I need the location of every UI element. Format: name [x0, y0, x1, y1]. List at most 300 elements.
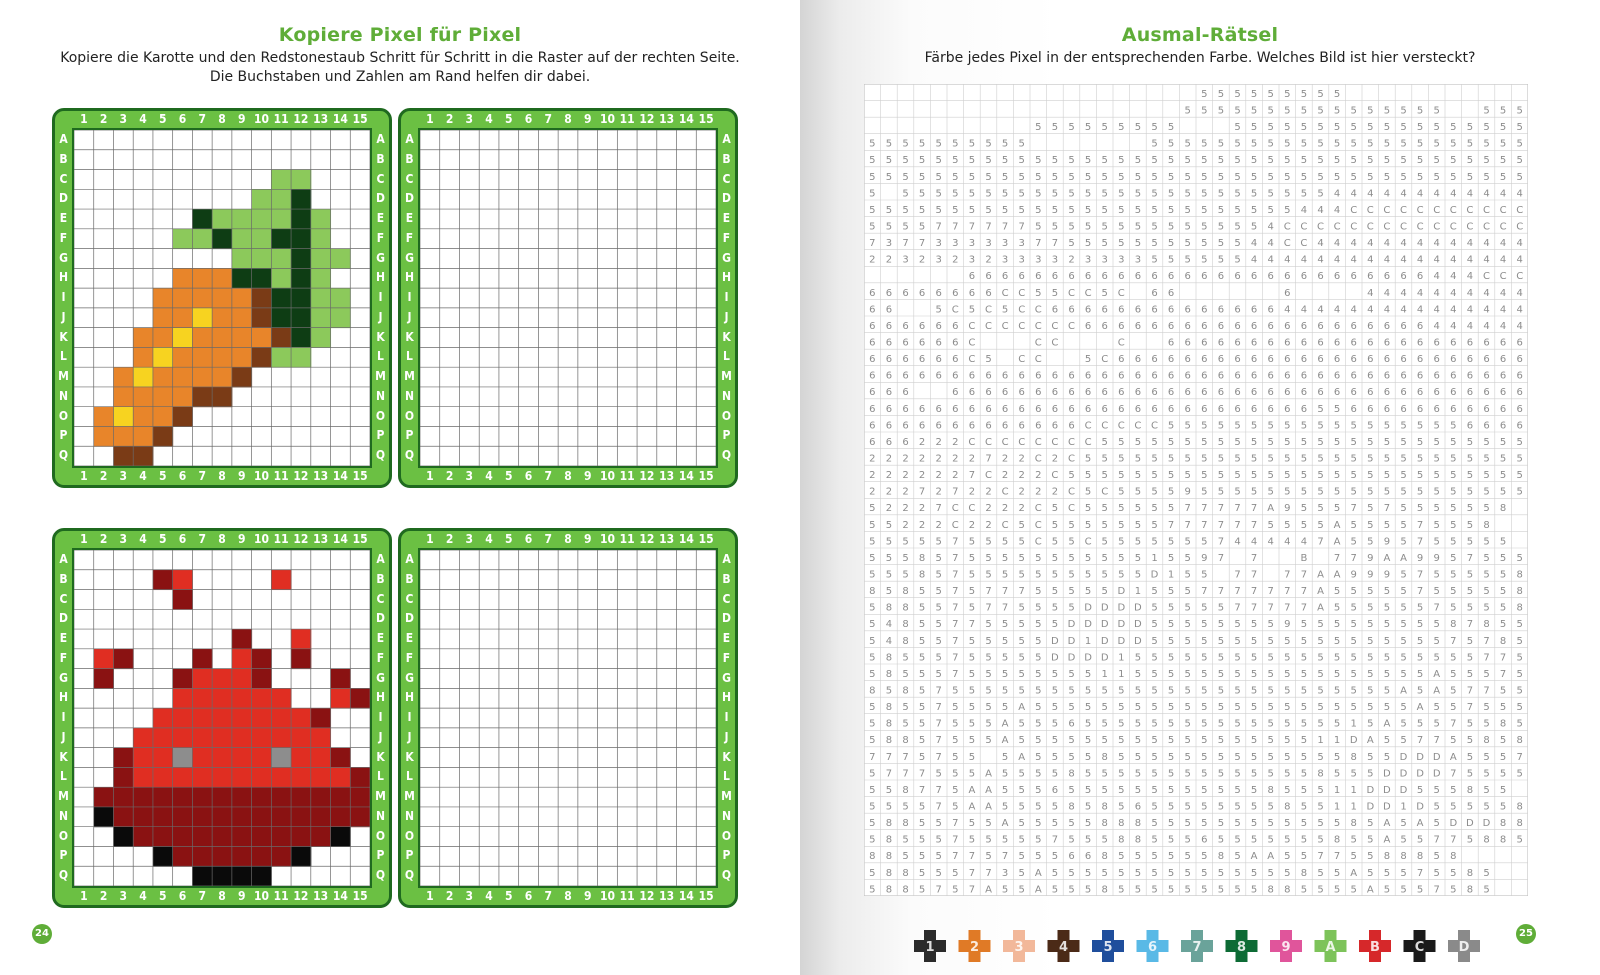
cell-number: 6: [968, 271, 976, 283]
cell-number: 4: [1499, 287, 1507, 299]
pixel: [232, 249, 252, 269]
cell-number: 5: [1234, 834, 1241, 846]
cell-number: 6: [1516, 370, 1523, 382]
cell-number: 5: [1035, 801, 1042, 813]
cell-number: 5: [1018, 635, 1025, 647]
cell-number: D: [1100, 652, 1109, 664]
cell-number: 5: [1234, 685, 1241, 697]
cell-number: 5: [1035, 668, 1042, 680]
pixel: [291, 728, 311, 748]
pixel: [212, 827, 232, 847]
cell-number: 5: [1383, 668, 1391, 680]
cell-number: A: [1383, 718, 1391, 730]
pixel: [212, 387, 232, 407]
cell-number: 5: [1433, 470, 1440, 482]
cell-number: 2: [1018, 453, 1025, 465]
column-label: 8: [564, 469, 572, 483]
cell-number: 5: [1234, 155, 1241, 167]
cell-number: 5: [1450, 138, 1457, 150]
cell-number: 5: [1284, 685, 1291, 697]
cell-number: 5: [1084, 354, 1092, 366]
carrot-copy-grid[interactable]: [398, 108, 738, 488]
pixel: [212, 728, 232, 748]
cell-number: 5: [1466, 635, 1474, 647]
pixel: [153, 387, 173, 407]
cell-number: 7: [1499, 668, 1507, 680]
cell-number: 5: [985, 702, 992, 714]
cell-number: 5: [1001, 652, 1009, 664]
cell-number: 5: [902, 851, 909, 863]
cell-number: 5: [1466, 519, 1474, 531]
cell-number: 5: [869, 155, 876, 167]
column-label: 1: [426, 532, 434, 546]
cell-number: 6: [1284, 403, 1291, 415]
cell-number: 7: [902, 751, 909, 763]
cell-number: 5: [1151, 702, 1158, 714]
cell-number: 5: [1300, 88, 1308, 100]
cell-number: 5: [1333, 685, 1341, 697]
cell-number: 5: [1333, 171, 1341, 183]
cell-number: 5: [918, 668, 926, 680]
cell-number: 6: [952, 387, 959, 399]
cell-number: C: [1068, 503, 1075, 515]
cell-number: 5: [1300, 685, 1308, 697]
cell-number: 5: [1516, 436, 1523, 448]
cell-number: 5: [869, 171, 876, 183]
instruction-line: Kopiere die Karotte und den Redstonestaub Schritt für Schritt in die Raster auf der rechten Seite.: [60, 50, 740, 66]
cell-number: 4: [1284, 536, 1291, 548]
cell-number: 2: [935, 470, 942, 482]
cell-number: 2: [1018, 503, 1025, 515]
column-label: 1: [80, 469, 88, 483]
cell-number: 7: [918, 768, 926, 780]
cell-number: 5: [1184, 188, 1191, 200]
cell-number: 7: [1433, 834, 1440, 846]
cell-number: 5: [1267, 171, 1274, 183]
cell-number: 5: [918, 718, 926, 730]
cell-number: 6: [1118, 370, 1125, 382]
cell-number: 7: [952, 619, 959, 631]
pixel: [331, 669, 351, 689]
cell-number: 5: [1350, 155, 1357, 167]
cell-number: C: [1034, 453, 1042, 465]
cell-number: 2: [968, 486, 976, 498]
cell-number: 5: [1234, 171, 1241, 183]
cell-number: 5: [1084, 453, 1092, 465]
cell-number: 5: [1134, 122, 1142, 134]
row-label: Q: [58, 868, 69, 883]
cell-number: 5: [1317, 867, 1324, 879]
cell-number: 5: [1084, 735, 1092, 747]
pixel: [311, 308, 331, 328]
cell-number: 5: [985, 536, 992, 548]
pixel: [331, 308, 351, 328]
cell-number: 5: [1466, 453, 1474, 465]
cell-number: 5: [1367, 155, 1374, 167]
cell-number: 5: [869, 884, 876, 896]
cell-number: 5: [1217, 652, 1225, 664]
pixel: [232, 767, 252, 787]
cell-number: 5: [1201, 238, 1208, 250]
cell-number: 6: [902, 420, 909, 432]
pixel: [291, 807, 311, 827]
pixel: [133, 827, 153, 847]
column-label: 14: [332, 112, 348, 126]
cell-number: 5: [1035, 619, 1042, 631]
cell-number: 5: [1134, 702, 1142, 714]
cell-number: 7: [902, 238, 909, 250]
cell-number: D: [1432, 768, 1441, 780]
cell-number: 5: [1416, 668, 1424, 680]
cell-number: 5: [1118, 552, 1125, 564]
cell-number: 8: [1516, 569, 1523, 581]
pixel: [192, 846, 212, 866]
cell-number: 5: [1450, 453, 1457, 465]
cell-number: 7: [1450, 768, 1457, 780]
cell-number: 4: [1433, 254, 1440, 266]
pixel: [291, 347, 311, 367]
cell-number: 5: [1184, 453, 1191, 465]
cell-number: 4: [1350, 188, 1357, 200]
cell-number: 5: [1151, 254, 1158, 266]
cell-number: 4: [1267, 238, 1274, 250]
cell-number: 3: [1001, 238, 1009, 250]
cell-number: 5: [1184, 635, 1191, 647]
redstone-copy-grid[interactable]: [398, 528, 738, 908]
cell-number: 5: [1018, 552, 1025, 564]
cell-number: 5: [1333, 155, 1341, 167]
cell-number: 5: [1151, 171, 1158, 183]
cell-number: 5: [1416, 635, 1424, 647]
cell-number: 5: [1400, 834, 1407, 846]
cell-number: 6: [1217, 403, 1225, 415]
cell-number: A: [1001, 818, 1009, 830]
cell-number: 5: [1450, 685, 1457, 697]
instruction-line: Die Buchstaben und Zahlen am Rand helfen dir dabei.: [209, 69, 591, 85]
cell-number: 6: [885, 354, 893, 366]
cell-number: 7: [1217, 503, 1225, 515]
cell-number: 5: [1167, 718, 1175, 730]
cell-number: 5: [1001, 702, 1009, 714]
cell-number: 5: [1350, 536, 1357, 548]
row-label: K: [722, 749, 731, 764]
cell-number: 7: [1433, 884, 1440, 896]
pixel: [153, 347, 173, 367]
cell-number: 5: [952, 171, 959, 183]
cell-number: 3: [1084, 254, 1092, 266]
cell-number: 6: [1333, 387, 1341, 399]
legend-key: 1: [925, 940, 935, 955]
cell-number: 6: [952, 287, 959, 299]
cell-number: 6: [1284, 271, 1291, 283]
column-label: 15: [698, 889, 714, 903]
cell-number: 5: [1118, 867, 1125, 879]
grid-cells[interactable]: [418, 128, 718, 468]
color-by-number-grid[interactable]: [864, 84, 1528, 896]
cell-number: 5: [1284, 436, 1291, 448]
cell-number: 6: [1134, 387, 1142, 399]
cell-number: 6: [869, 304, 876, 316]
cell-number: 5: [1134, 486, 1142, 498]
cell-number: 5: [1051, 801, 1059, 813]
cell-number: 5: [1250, 470, 1258, 482]
cell-number: 5: [1317, 138, 1324, 150]
instructions: [0, 49, 800, 87]
cell-number: 6: [1184, 403, 1191, 415]
cell-number: 5: [1483, 536, 1490, 548]
cell-number: 6: [985, 387, 992, 399]
cell-number: 4: [1516, 304, 1523, 316]
cell-number: 6: [1383, 354, 1391, 366]
cell-number: 5: [1201, 668, 1208, 680]
cell-number: 5: [1450, 171, 1457, 183]
cell-number: 5: [1416, 470, 1424, 482]
cell-number: 5: [1134, 204, 1142, 216]
cell-number: 5: [1167, 470, 1175, 482]
cell-number: 8: [902, 818, 909, 830]
cell-number: D: [1399, 784, 1408, 796]
cell-number: 5: [1101, 784, 1108, 796]
cell-number: 5: [1151, 586, 1158, 598]
cell-number: 5: [1250, 453, 1258, 465]
cell-number: 5: [968, 138, 976, 150]
cell-number: 6: [1167, 304, 1175, 316]
cell-number: 6: [1250, 337, 1258, 349]
cell-number: 9: [1383, 536, 1391, 548]
cell-number: 7: [935, 503, 942, 515]
pixel: [153, 328, 173, 348]
cell-number: 5: [1167, 171, 1175, 183]
pixel: [311, 249, 331, 269]
cell-number: C: [1101, 486, 1109, 498]
cell-number: 5: [1450, 668, 1457, 680]
cell-number: 5: [1317, 668, 1324, 680]
cell-number: 5: [1118, 503, 1125, 515]
cell-number: 5: [1035, 784, 1042, 796]
row-label: K: [59, 749, 68, 764]
cell-number: 5: [1267, 718, 1274, 730]
column-label: 13: [313, 112, 329, 126]
cell-number: 5: [1134, 751, 1142, 763]
cell-number: 5: [1084, 702, 1092, 714]
cell-number: 5: [1151, 751, 1158, 763]
cell-number: 5: [902, 552, 909, 564]
cell-number: C: [1366, 204, 1374, 216]
cell-number: 6: [1101, 271, 1108, 283]
cell-number: D: [1449, 818, 1458, 830]
cell-number: 5: [1450, 552, 1457, 564]
column-label: 4: [139, 532, 147, 546]
legend-swatch: [1137, 930, 1169, 962]
cell-number: 3: [1001, 867, 1009, 879]
cell-number: C: [1101, 420, 1109, 432]
cell-number: 6: [1483, 387, 1490, 399]
cell-number: 5: [1300, 420, 1308, 432]
pixel: [252, 669, 272, 689]
cell-number: 5: [1466, 569, 1474, 581]
row-label: A: [59, 552, 68, 566]
cell-number: 2: [985, 486, 992, 498]
cell-number: 5: [1499, 552, 1507, 564]
cell-number: 5: [1400, 635, 1407, 647]
cell-number: 5: [1499, 486, 1507, 498]
cell-number: 5: [1035, 171, 1042, 183]
cell-number: 5: [1201, 718, 1208, 730]
cell-number: 5: [935, 304, 942, 316]
pixel: [291, 787, 311, 807]
cell-number: A: [968, 801, 976, 813]
cell-number: 2: [869, 453, 876, 465]
cell-number: C: [1283, 221, 1291, 233]
cell-number: 5: [1450, 569, 1457, 581]
cell-number: 6: [1267, 320, 1274, 332]
column-label: 4: [485, 532, 493, 546]
cell-number: 5: [1151, 784, 1158, 796]
cell-number: 5: [1450, 586, 1457, 598]
pixel: [133, 347, 153, 367]
cell-number: 8: [1217, 851, 1225, 863]
cell-number: 6: [1433, 370, 1440, 382]
cell-number: 7: [1333, 552, 1341, 564]
cell-number: 5: [1367, 105, 1374, 117]
grid-cells[interactable]: [418, 548, 718, 888]
row-label: I: [407, 710, 412, 725]
cell-number: 6: [918, 370, 926, 382]
cell-number: C: [1068, 436, 1075, 448]
cell-number: 7: [935, 801, 942, 813]
cell-number: 7: [952, 834, 959, 846]
cell-number: 5: [1101, 586, 1108, 598]
cell-number: 3: [935, 254, 942, 266]
cell-number: 6: [1250, 271, 1258, 283]
cell-number: 5: [1300, 851, 1308, 863]
cell-number: 5: [1068, 204, 1075, 216]
row-label: D: [59, 611, 68, 626]
cell-number: 5: [1184, 238, 1191, 250]
row-label: E: [405, 211, 414, 226]
cell-number: 6: [1068, 304, 1075, 316]
row-label: D: [722, 611, 731, 626]
cell-number: 8: [1416, 851, 1424, 863]
cell-number: C: [1084, 420, 1092, 432]
cell-number: 6: [902, 370, 909, 382]
cell-number: 5: [1317, 453, 1324, 465]
cell-number: 5: [1483, 453, 1490, 465]
cell-number: 7: [1217, 552, 1225, 564]
cell-number: 5: [1051, 668, 1059, 680]
cell-number: 5: [869, 818, 876, 830]
cell-number: 5: [869, 503, 876, 515]
cell-number: 6: [1466, 354, 1474, 366]
cell-number: 5: [1383, 735, 1391, 747]
cell-number: 5: [869, 834, 876, 846]
cell-number: 4: [885, 619, 893, 631]
cell-number: 5: [1466, 436, 1474, 448]
column-label: 14: [332, 532, 348, 546]
row-label: J: [61, 729, 66, 744]
cell-number: 4: [1499, 254, 1507, 266]
row-label: O: [58, 828, 69, 843]
row-label: G: [722, 250, 731, 265]
cell-number: 7: [952, 221, 959, 233]
pixel: [173, 688, 193, 708]
cell-number: 6: [869, 320, 876, 332]
cell-number: D: [1084, 602, 1092, 614]
cell-number: 5: [1416, 619, 1424, 631]
cell-number: 5: [952, 784, 959, 796]
cell-number: 4: [1300, 536, 1308, 548]
pixel: [192, 229, 212, 249]
cell-number: 6: [885, 320, 893, 332]
cell-number: 8: [1516, 602, 1523, 614]
cell-number: 3: [985, 238, 992, 250]
cell-number: 7: [1284, 586, 1291, 598]
cell-number: 5: [1217, 685, 1225, 697]
cell-number: C: [1134, 420, 1142, 432]
cell-number: 5: [1151, 470, 1158, 482]
cell-number: 5: [1483, 867, 1490, 879]
cell-number: 5: [902, 652, 909, 664]
cell-number: 5: [869, 735, 876, 747]
cell-number: 5: [1383, 602, 1391, 614]
cell-number: 6: [902, 387, 909, 399]
pixel: [153, 807, 173, 827]
pixel: [331, 688, 351, 708]
cell-number: 5: [1084, 751, 1092, 763]
pixel: [153, 846, 173, 866]
cell-number: 5: [1267, 453, 1274, 465]
cell-number: 6: [1151, 320, 1158, 332]
cell-number: 5: [952, 768, 959, 780]
row-label: M: [404, 369, 415, 384]
cell-number: 7: [935, 685, 942, 697]
cell-number: 5: [869, 635, 876, 647]
cell-number: 5: [1118, 569, 1125, 581]
cell-number: 5: [985, 171, 992, 183]
cell-number: 6: [1018, 370, 1025, 382]
cell-number: 7: [985, 221, 992, 233]
cell-number: C: [968, 436, 976, 448]
cell-number: 5: [1217, 619, 1225, 631]
pixel: [192, 367, 212, 387]
pixel: [133, 767, 153, 787]
cell-number: 8: [902, 784, 909, 796]
cell-number: 5: [1250, 685, 1258, 697]
cell-number: 5: [952, 884, 959, 896]
column-label: 8: [218, 469, 226, 483]
cell-number: 5: [1001, 784, 1009, 796]
pixel: [311, 209, 331, 229]
cell-number: C: [1068, 486, 1075, 498]
cell-number: 4: [1383, 254, 1391, 266]
row-label: N: [58, 388, 69, 403]
cell-number: 5: [869, 668, 876, 680]
cell-number: 6: [1267, 387, 1274, 399]
cell-number: 5: [1333, 122, 1341, 134]
cell-number: 5: [1234, 88, 1241, 100]
cell-number: 5: [1317, 718, 1324, 730]
cell-number: 5: [1201, 453, 1208, 465]
cell-number: 5: [1134, 768, 1142, 780]
cell-number: 6: [1201, 834, 1208, 846]
row-label: L: [406, 769, 413, 784]
cell-number: 6: [1466, 403, 1474, 415]
cell-number: 1: [1350, 801, 1357, 813]
cell-number: 5: [1383, 751, 1391, 763]
cell-number: 6: [1167, 271, 1175, 283]
cell-number: 6: [1118, 304, 1125, 316]
row-label: O: [375, 828, 386, 843]
